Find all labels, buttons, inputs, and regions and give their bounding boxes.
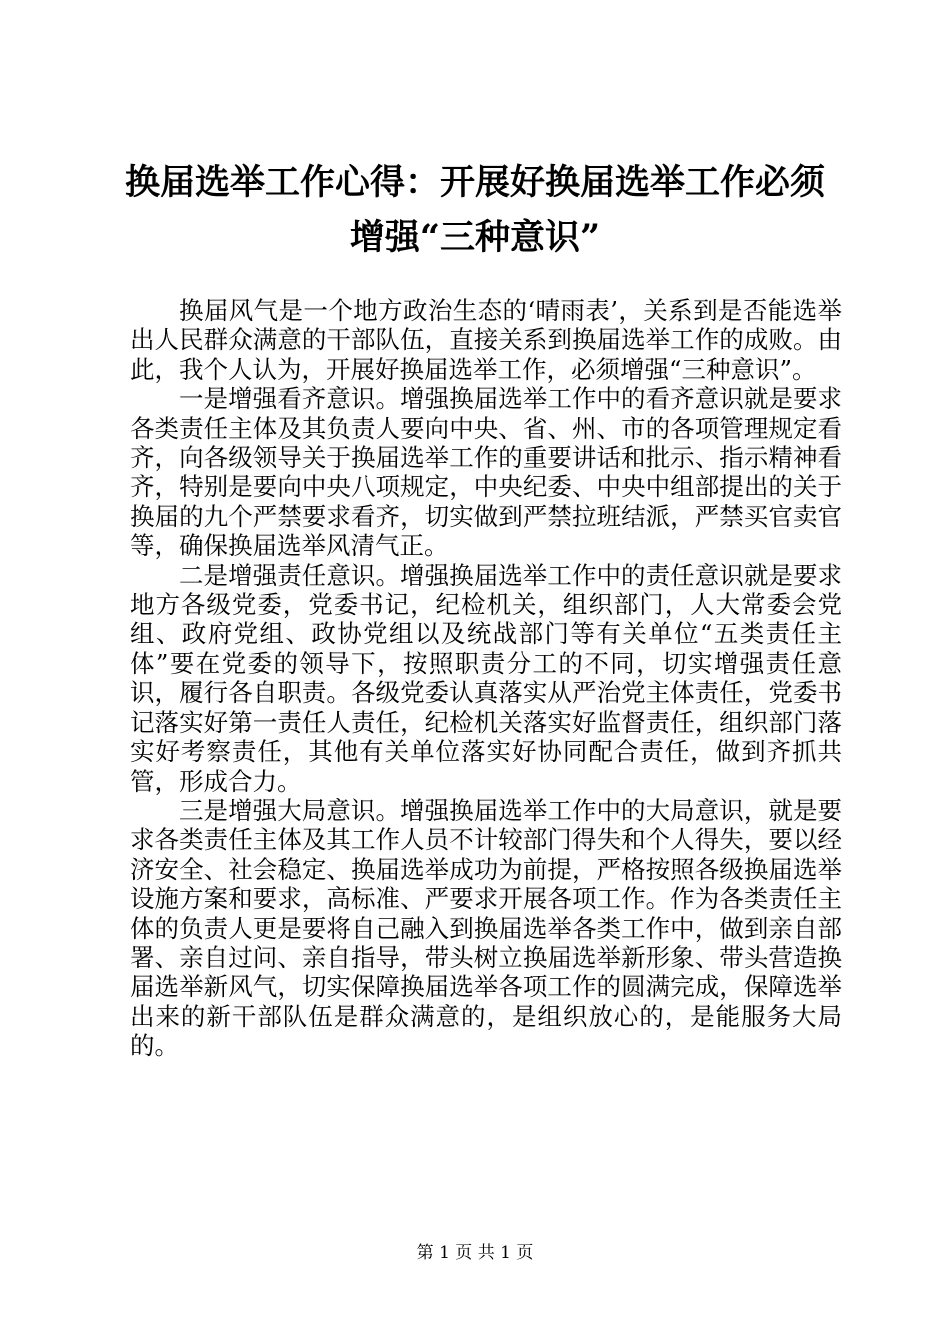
paragraph-big-picture-awareness: 三是增强大局意识。增强换届选举工作中的大局意识，就是要求各类责任主体及其工作人员不计较部门得失和个人得失，要以经济安全、社会稳定、换届选举成功为前提，严格按照各级换届选举设施方案和要求，高标准、严要求开展各项工作。作为各类责任主体的负责人更是要将自己融入到换届选举各类工作中，做到亲自部署、亲自过问、亲自指导，带头树立换届选举新形象、带头营造换届选举新风气，切实保障换届选举各项工作的圆满完成，保障选举出来的新干部队伍是群众满意的，是组织放心的，是能服务大局的。 (130, 795, 842, 1061)
document-body (130, 296, 842, 1061)
document-title-line-2: 增强“三种意识” (349, 217, 601, 258)
paragraph-responsibility-awareness: 二是增强责任意识。增强换届选举工作中的责任意识就是要求地方各级党委，党委书记，纪检机关，组织部门，人大常委会党组、政府党组、政协党组以及统战部门等有关单位“五类责任主体”要在党委的领导下，按照职责分工的不同，切实增强责任意识，履行各自职责。各级党委认真落实从严治党主体责任，党委书记落实好第一责任人责任，纪检机关落实好监督责任，组织部门落实好考察责任，其他有关单位落实好协同配合责任，做到齐抓共管，形成合力。 (130, 560, 842, 796)
document-title-line-1: 换届选举工作心得：开展好换届选举工作必须 (124, 162, 825, 203)
page-footer: 第 1 页 共 1 页 (416, 1243, 534, 1263)
paragraph-alignment-awareness: 一是增强看齐意识。增强换届选举工作中的看齐意识就是要求各类责任主体及其负责人要向中央、省、州、市的各项管理规定看齐，向各级领导关于换届选举工作的重要讲话和批示、指示精神看齐，特别是要向中央八项规定，中央纪委、中央中组部提出的关于换届的九个严禁要求看齐，切实做到严禁拉班结派，严禁买官卖官等，确保换届选举风清气正。 (130, 384, 842, 561)
paragraph-intro: 换届风气是一个地方政治生态的‘晴雨表’，关系到是否能选举出人民群众满意的干部队伍，直接关系到换届选举工作的成败。由此，我个人认为，开展好换届选举工作，必须增强“三种意识”。 (130, 296, 842, 384)
